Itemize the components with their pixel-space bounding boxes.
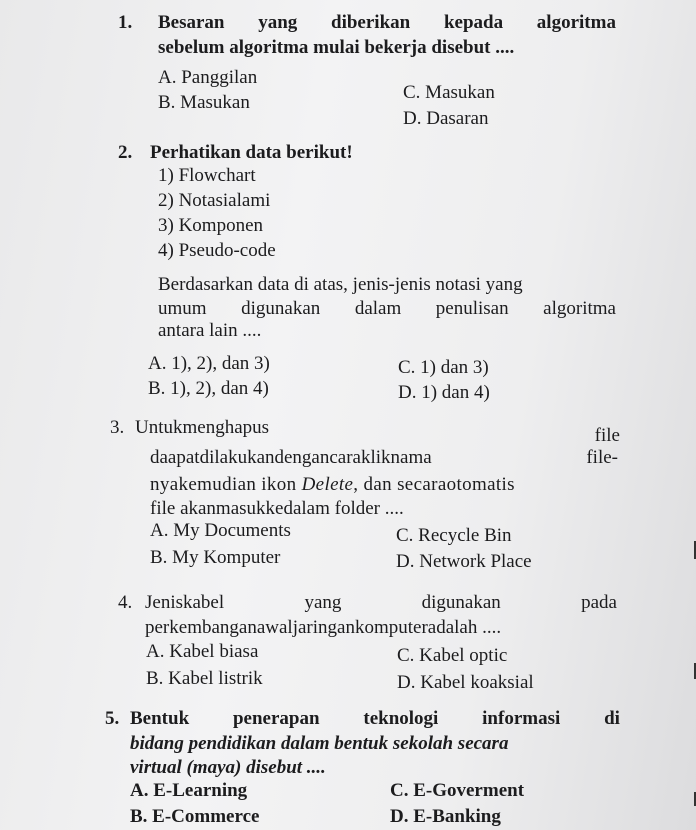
q2-item-2: 2) Notasialami xyxy=(158,190,271,211)
q5-option-c: C. E-Goverment xyxy=(390,780,525,801)
q5-option-d: D. E-Banking xyxy=(390,806,501,827)
q3-stem-line3: nyakemudian ikon Delete, dan secaraotomatis xyxy=(150,474,515,495)
q2-item-3: 3) Komponen xyxy=(158,215,264,236)
q5-stem-line1: Bentuk penerapan teknologi informasi di xyxy=(130,708,620,729)
q2-item-4: 4) Pseudo-code xyxy=(158,240,276,261)
q5-number: 5. xyxy=(105,708,120,729)
q2-option-c: C. 1) dan 3) xyxy=(398,357,489,378)
q5-option-b: B. E-Commerce xyxy=(130,806,260,827)
q2-option-d: D. 1) dan 4) xyxy=(398,382,490,403)
q2-item-1: 1) Flowchart xyxy=(158,165,256,186)
q5-stem-line2: bidang pendidikan dalam bentuk sekolah secara xyxy=(130,733,509,754)
q5-stem-line3: virtual (maya) disebut .... xyxy=(130,757,326,778)
q2-option-a: A. 1), 2), dan 3) xyxy=(148,353,270,374)
q4-option-a: A. Kabel biasa xyxy=(146,641,259,662)
q1-option-b: B. Masukan xyxy=(158,92,250,113)
q1-option-a: A. Panggilan xyxy=(158,67,258,88)
q4-stem-line2: perkembanganawaljaringankomputeradalah .... xyxy=(145,617,502,638)
q3-option-a: A. My Documents xyxy=(150,520,291,541)
q4-number: 4. xyxy=(118,592,133,613)
q2-body-line3: antara lain .... xyxy=(158,320,262,341)
q2-number: 2. xyxy=(118,142,133,163)
q3-stem-line1: Untukmenghapus file xyxy=(135,417,620,446)
q4-option-c: C. Kabel optic xyxy=(397,645,508,666)
q3-number: 3. xyxy=(110,417,125,438)
q3-option-d: D. Network Place xyxy=(396,551,532,572)
q4-option-b: B. Kabel listrik xyxy=(146,668,263,689)
q4-stem-line1: Jeniskabel yang digunakan pada xyxy=(145,592,617,613)
q2-option-b: B. 1), 2), dan 4) xyxy=(148,378,269,399)
q1-option-d: D. Dasaran xyxy=(403,108,489,129)
q5-option-a: A. E-Learning xyxy=(130,780,248,801)
q3-stem-line2: daapatdilakukandengancarakliknama file- xyxy=(150,447,618,468)
q3-stem-line4: file akanmasukkedalam folder .... xyxy=(150,498,404,519)
q3-option-b: B. My Komputer xyxy=(150,547,281,568)
q1-stem-line1: Besaran yang diberikan kepada algoritma xyxy=(158,12,616,33)
q2-stem-line1: Perhatikan data berikut! xyxy=(150,142,353,163)
q1-stem-line2: sebelum algoritma mulai bekerja disebut .... xyxy=(158,37,515,58)
q1-number: 1. xyxy=(118,12,133,33)
q2-body-line1: Berdasarkan data di atas, jenis-jenis notasi yang xyxy=(158,274,523,295)
q1-option-c: C. Masukan xyxy=(403,82,495,103)
q4-option-d: D. Kabel koaksial xyxy=(397,672,534,693)
q2-body-line2: umum digunakan dalam penulisan algoritma xyxy=(158,298,616,319)
q3-option-c: C. Recycle Bin xyxy=(396,525,512,546)
